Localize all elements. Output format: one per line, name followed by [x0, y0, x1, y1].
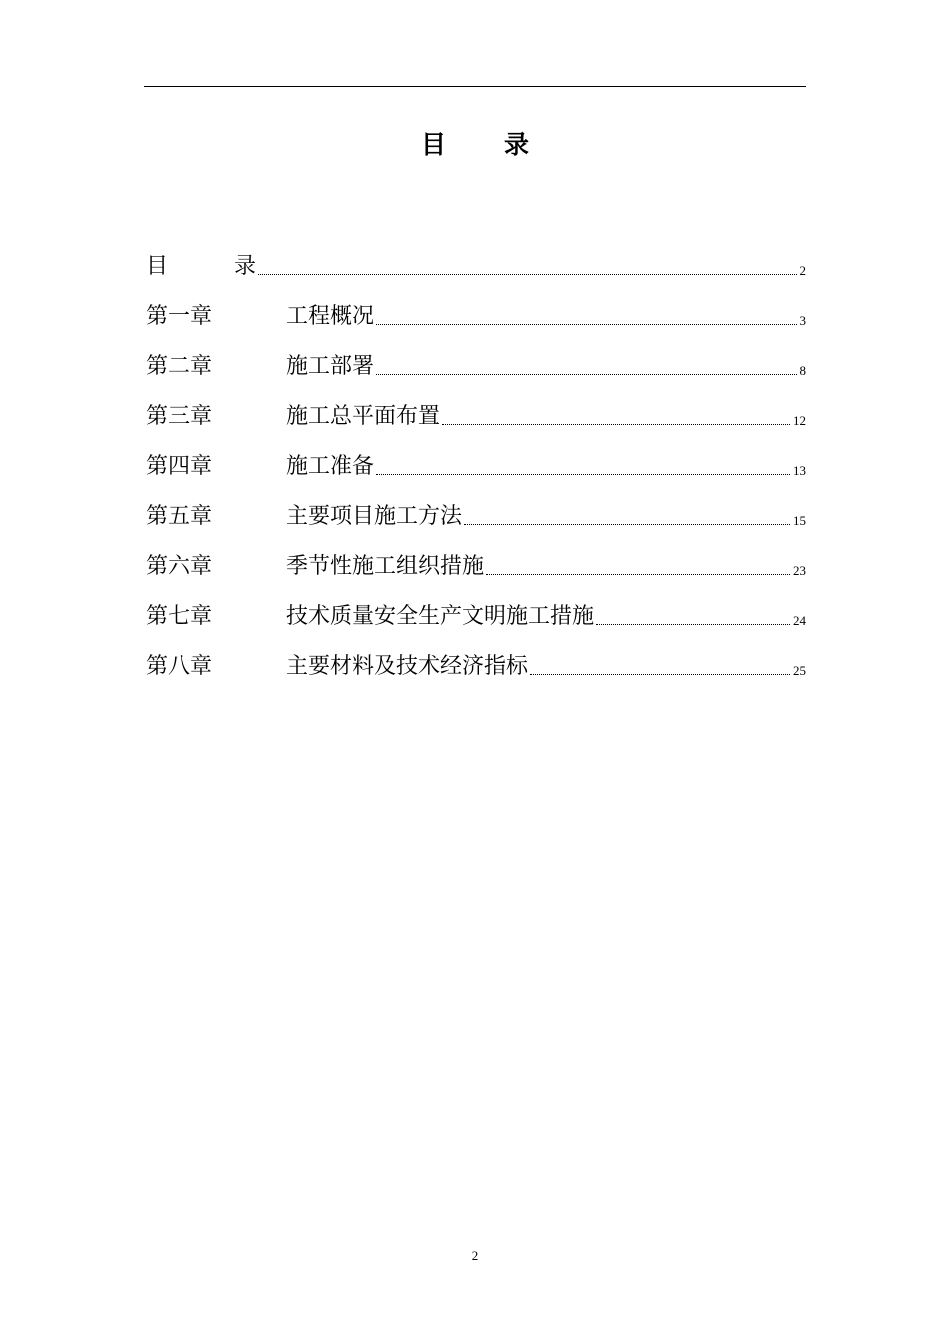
toc-entry-label: 第一章: [146, 304, 213, 329]
toc-entry-label: 第四章: [146, 454, 213, 479]
toc-leader-dots: [442, 424, 790, 425]
toc-entry-page: 8: [799, 363, 806, 378]
toc-entry[interactable]: [146, 634, 806, 684]
toc-entry[interactable]: [146, 334, 806, 384]
toc-entry-label: 第八章: [146, 654, 213, 679]
toc-entry[interactable]: [146, 434, 806, 484]
toc-entry-title: 主要项目施工方法: [286, 504, 463, 529]
header-rule: [144, 86, 806, 87]
toc-entry-title: 季节性施工组织措施: [286, 554, 485, 579]
toc-entry[interactable]: [146, 534, 806, 584]
toc-entry[interactable]: [146, 284, 806, 334]
toc-entry-label: 第七章: [146, 604, 213, 629]
toc-entry-label: 第三章: [146, 404, 213, 429]
toc-leader-dots: [530, 674, 790, 675]
toc-entry-page: 3: [799, 313, 806, 328]
toc-entry-title: 工程概况: [286, 304, 375, 329]
toc-entry-page: 23: [793, 563, 806, 578]
toc-leader-dots: [258, 274, 796, 275]
toc-entry-label: 第六章: [146, 554, 213, 579]
toc-entry-label: 目: [146, 254, 169, 279]
toc-leader-dots: [486, 574, 790, 575]
toc-entry-page: 15: [793, 513, 806, 528]
toc-leader-dots: [596, 624, 790, 625]
toc-entry-label: 第二章: [146, 354, 213, 379]
page-title-left: 目: [420, 130, 446, 159]
toc-entry-title: 主要材料及技术经济指标: [286, 654, 529, 679]
toc-entry-page: 12: [793, 413, 806, 428]
toc-entry-page: 2: [799, 263, 806, 278]
toc-leader-dots: [376, 374, 796, 375]
toc-entry[interactable]: [146, 584, 806, 634]
toc-entry[interactable]: [146, 234, 806, 284]
toc-entry-title: 施工总平面布置: [286, 404, 441, 429]
toc-entry-title: 技术质量安全生产文明施工措施: [286, 604, 595, 629]
toc-entry-page: 13: [793, 463, 806, 478]
toc-entry[interactable]: [146, 384, 806, 434]
toc-entry-page: 25: [793, 663, 806, 678]
page-title-right: 录: [504, 130, 530, 159]
toc-leader-dots: [376, 324, 796, 325]
toc-entry-page: 24: [793, 613, 806, 628]
page-title: [0, 128, 950, 162]
page-number: 2: [471, 1248, 479, 1263]
toc-entry-label: 第五章: [146, 504, 213, 529]
table-of-contents: [146, 234, 806, 684]
toc-entry-title: 录: [234, 254, 257, 279]
toc-entry-title: 施工部署: [286, 354, 375, 379]
toc-entry[interactable]: [146, 484, 806, 534]
toc-entry-title: 施工准备: [286, 454, 375, 479]
toc-leader-dots: [464, 524, 790, 525]
toc-leader-dots: [376, 474, 790, 475]
